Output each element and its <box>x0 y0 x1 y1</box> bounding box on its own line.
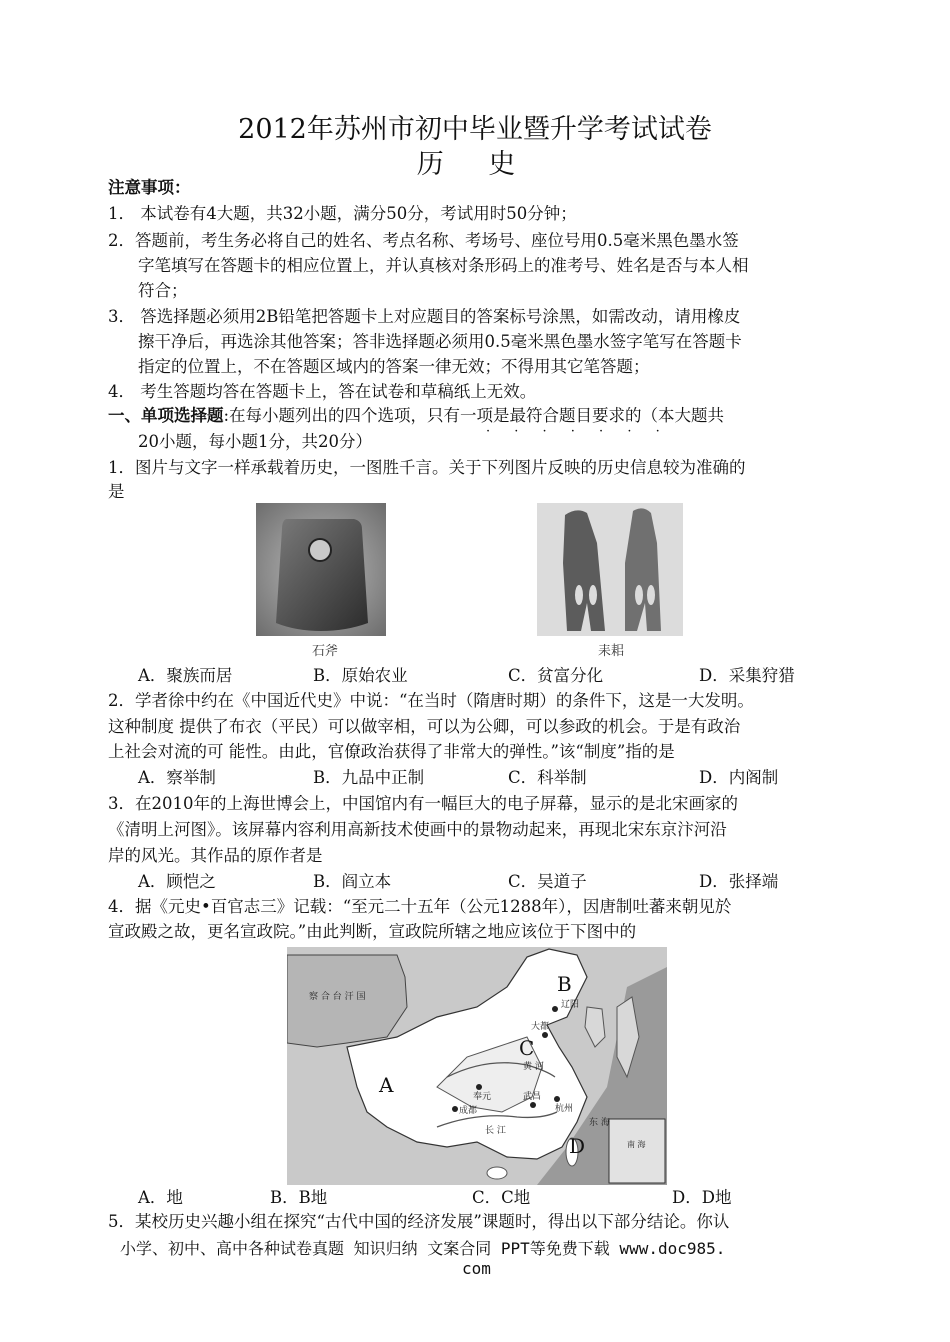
map-label-a: A <box>379 1073 394 1097</box>
q3-option-b: B．阎立本 <box>313 872 392 891</box>
q2-option-a: A．察举制 <box>138 768 216 787</box>
q4-option-b: B．B地 <box>270 1188 328 1207</box>
map-label-donghai: 东 海 <box>589 1118 610 1128</box>
map-label-b: B <box>557 972 572 996</box>
yuan-dynasty-map <box>287 947 667 1185</box>
map-label-wuchang: 武昌 <box>523 1092 542 1102</box>
q1-stem-line1: 1．图片与文字一样承载着历史，一图胜千言。关于下列图片反映的历史信息较为准确的 <box>108 458 746 477</box>
emphasis-dots: · · · · · · · <box>486 424 670 439</box>
exam-title: 2012年苏州市初中毕业暨升学考试试卷 <box>238 114 712 145</box>
notice-item-2-cont2: 符合； <box>138 281 188 300</box>
map-label-hangzhou: 杭州 <box>555 1104 574 1114</box>
leisi-plow-photo <box>537 503 683 636</box>
notice-item-2: 2．答题前，考生务必将自己的姓名、考点名称、考场号、座位号用0.5毫米黑色墨水签 <box>108 231 739 250</box>
q3-stem-line1: 3．在2010年的上海世博会上，中国馆内有一幅巨大的电子屏幕，显示的是北宋画家的 <box>108 794 738 813</box>
q4-option-c: C．C地 <box>472 1188 531 1207</box>
notice-item-3: 3． 答选择题必须用2B铅笔把答题卡上对应题目的答案标号涂黑，如需改动，请用橡皮 <box>108 307 741 326</box>
footer-line1: 小学、初中、高中各种试卷真题 知识归纳 文案合同 PPT等免费下载 www.doc985. <box>120 1239 726 1258</box>
q1-stem-line2: 是 <box>108 482 125 501</box>
notice-item-1: 1． 本试卷有4大题，共32小题，满分50分，考试用时50分钟； <box>108 204 577 223</box>
notice-item-4: 4． 考生答题均答在答题卡上，答在试卷和草稿纸上无效。 <box>108 382 537 401</box>
q4-stem-line2: 宣政殿之故，更名宣政院。”由此判断，宣政院所辖之地应该位于下图中的 <box>108 922 637 941</box>
notice-item-3-cont: 擦干净后，再选涂其他答案；答非选择题必须用0.5毫米黑色墨水签字笔写在答题卡 <box>138 332 742 351</box>
q2-stem-line1: 2．学者徐中约在《中国近代史》中说：“在当时（隋唐时期）的条件下，这是一大发明。 <box>108 691 754 710</box>
q3-stem-line2: 《清明上河图》。该屏幕内容利用高新技术使画中的景物动起来，再现北宋东京汴河沿 <box>108 820 727 839</box>
map-label-chengdu: 成都 <box>459 1106 478 1116</box>
q2-stem-line3: 上社会对流的可 能性。由此，官僚政治获得了非常大的弹性。”该“制度”指的是 <box>108 742 675 761</box>
stone-axe-caption: 石斧 <box>312 644 339 659</box>
map-label-chagatai: 察 合 台 汗 国 <box>309 992 366 1002</box>
q4-stem-line1: 4．据《元史•百官志三》记载：“至元二十五年（公元1288年），因唐制吐蕃来朝见於 <box>108 897 732 916</box>
map-label-changjiang: 长 江 <box>485 1126 506 1136</box>
map-label-c: C <box>519 1036 535 1060</box>
notice-item-2-cont: 字笔填写在答题卡的相应位置上，并认真核对条形码上的准考号、姓名是否与本人相 <box>138 256 749 275</box>
notice-heading: 注意事项： <box>108 178 191 197</box>
q1-option-a: A．聚族而居 <box>138 666 233 685</box>
leisi-caption: 耒耜 <box>598 644 625 659</box>
q1-option-b: B．原始农业 <box>313 666 408 685</box>
map-label-huanghe: 黄 河 <box>523 1062 544 1072</box>
q4-option-d: D．D地 <box>672 1188 732 1207</box>
map-label-nanhai: 南 海 <box>627 1140 646 1149</box>
section1-desc: :在每小题列出的四个选项，只有一项是最符合题目要求的（本大题共 <box>223 406 725 425</box>
q4-option-a: A．地 <box>138 1188 183 1207</box>
q2-option-b: B．九品中正制 <box>313 768 425 787</box>
q2-stem-line2: 这种制度 提供了布衣（平民）可以做宰相，可以为公卿，可以参政的机会。于是有政治 <box>108 717 741 736</box>
q2-option-d: D．内阁制 <box>699 768 779 787</box>
q1-option-c: C．贫富分化 <box>508 666 604 685</box>
notice-item-3-cont2: 指定的位置上，不在答题区域内的答案一律无效；不得用其它笔答题； <box>138 357 650 376</box>
map-label-dadu: 大都 <box>531 1022 550 1032</box>
stone-axe-photo <box>256 503 386 636</box>
q3-option-d: D．张择端 <box>699 872 779 891</box>
q3-stem-line3: 岸的风光。其作品的原作者是 <box>108 846 323 865</box>
section1-desc2: 20小题，每小题1分，共20分） <box>138 432 372 451</box>
exam-subject: 历 史 <box>416 149 534 180</box>
q3-option-c: C．吴道子 <box>508 872 587 891</box>
q3-option-a: A．顾恺之 <box>138 872 216 891</box>
map-label-d: D <box>569 1134 586 1158</box>
q5-stem-line1: 5．某校历史兴趣小组在探究“古代中国的经济发展”课题时，得出以下部分结论。你认 <box>108 1212 730 1231</box>
map-label-liaoyang: 辽阳 <box>561 1000 580 1010</box>
q2-option-c: C．科举制 <box>508 768 587 787</box>
footer-line2: com <box>462 1259 491 1278</box>
section1-heading: 一、单项选择题 <box>108 406 224 425</box>
map-label-fengyuan: 奉元 <box>473 1092 492 1102</box>
q1-option-d: D．采集狩猎 <box>699 666 795 685</box>
